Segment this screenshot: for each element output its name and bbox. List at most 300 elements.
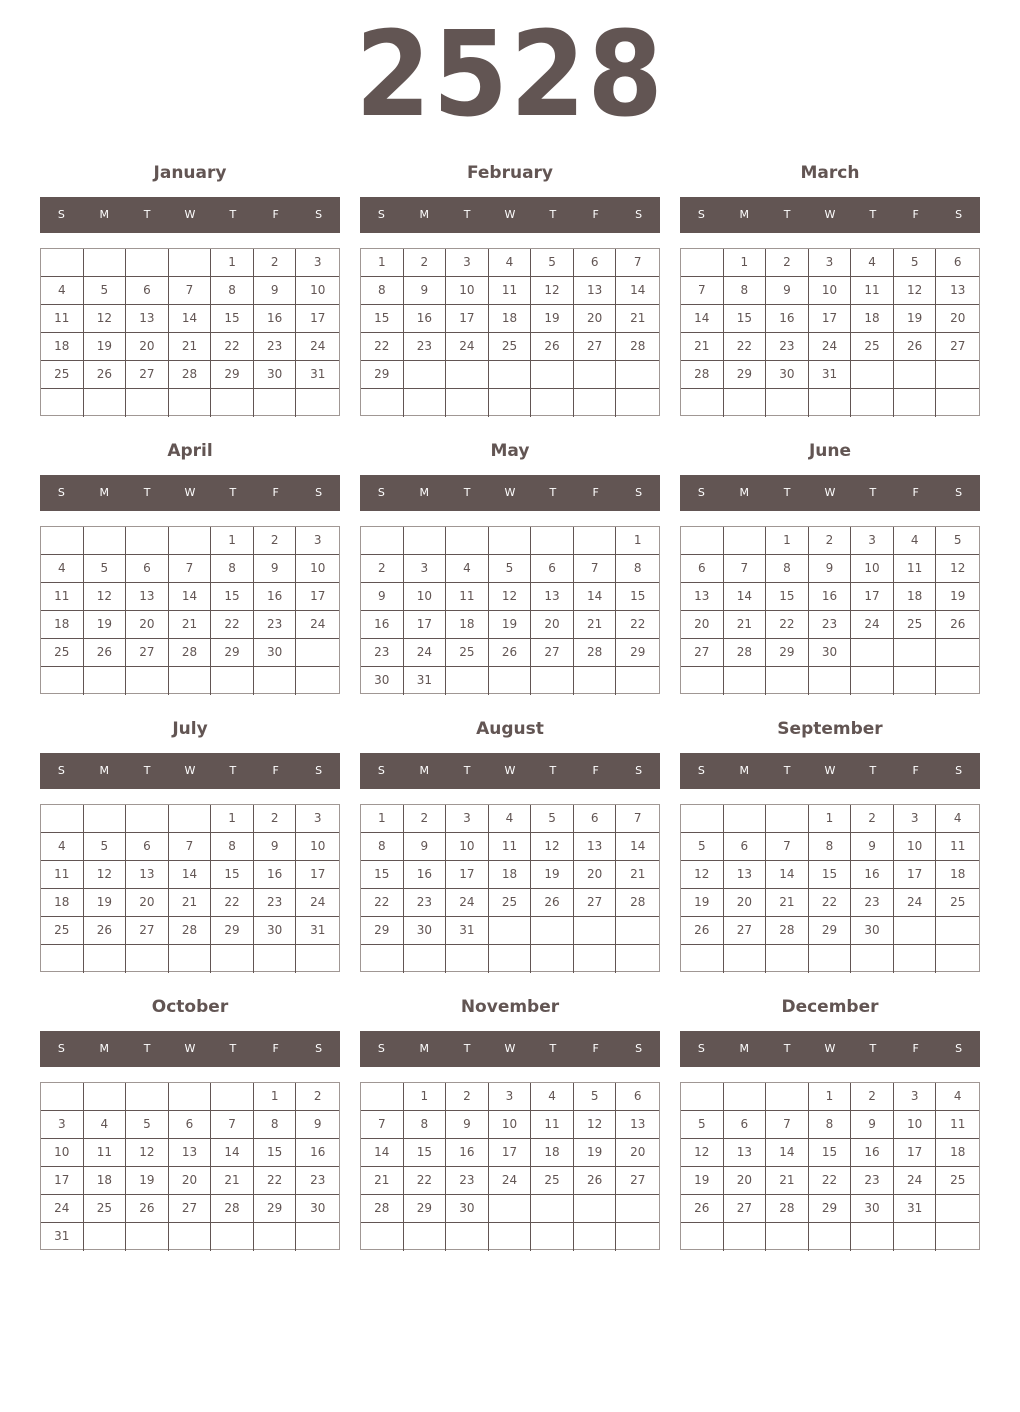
empty-cell (724, 1223, 767, 1251)
day-cell: 24 (809, 333, 852, 361)
day-cell: 13 (936, 277, 979, 305)
day-cell: 28 (211, 1195, 254, 1223)
day-cell: 10 (446, 833, 489, 861)
day-cell: 14 (616, 833, 659, 861)
empty-cell (894, 639, 937, 667)
empty-cell (851, 1223, 894, 1251)
weekday-label: T (869, 764, 877, 777)
weekday-label: S (57, 1042, 65, 1055)
day-cell: 3 (404, 555, 447, 583)
day-cell: 3 (809, 249, 852, 277)
empty-cell (126, 249, 169, 277)
day-cell: 3 (296, 249, 339, 277)
day-cell: 27 (126, 639, 169, 667)
day-cell: 30 (254, 361, 297, 389)
empty-cell (681, 667, 724, 695)
day-cell: 12 (531, 833, 574, 861)
day-cell: 24 (489, 1167, 532, 1195)
day-cell: 9 (446, 1111, 489, 1139)
empty-cell (574, 389, 617, 417)
day-cell: 7 (681, 277, 724, 305)
weekday-label: T (143, 1042, 151, 1055)
weekday-label: F (272, 208, 279, 221)
day-cell: 25 (41, 639, 84, 667)
day-cell: 29 (211, 361, 254, 389)
day-cell: 25 (41, 917, 84, 945)
empty-cell (894, 1223, 937, 1251)
weekday-label: M (739, 208, 750, 221)
day-cell: 6 (126, 833, 169, 861)
empty-cell (254, 945, 297, 973)
day-cell: 22 (616, 611, 659, 639)
day-cell: 10 (404, 583, 447, 611)
day-cell: 16 (361, 611, 404, 639)
empty-cell (84, 249, 127, 277)
empty-cell (169, 1083, 212, 1111)
empty-cell (169, 249, 212, 277)
month-title: February (466, 163, 554, 183)
weekday-label: T (463, 486, 471, 499)
day-cell: 6 (531, 555, 574, 583)
day-cell: 12 (84, 861, 127, 889)
day-cell: 17 (41, 1167, 84, 1195)
empty-cell (489, 361, 532, 389)
empty-cell (84, 1083, 127, 1111)
day-cell: 26 (84, 639, 127, 667)
empty-cell (211, 1223, 254, 1251)
day-cell: 23 (361, 639, 404, 667)
day-cell: 22 (809, 1167, 852, 1195)
day-cell: 20 (724, 1167, 767, 1195)
day-cell: 12 (489, 583, 532, 611)
empty-cell (531, 1223, 574, 1251)
empty-cell (84, 805, 127, 833)
day-cell: 18 (84, 1167, 127, 1195)
day-cell: 12 (574, 1111, 617, 1139)
weekday-header (360, 1031, 660, 1067)
day-cell: 7 (574, 555, 617, 583)
day-cell: 6 (724, 833, 767, 861)
empty-cell (766, 667, 809, 695)
day-cell: 17 (404, 611, 447, 639)
day-cell: 21 (681, 333, 724, 361)
empty-cell (894, 667, 937, 695)
empty-cell (531, 917, 574, 945)
empty-cell (936, 1195, 979, 1223)
day-cell: 31 (894, 1195, 937, 1223)
day-cell: 11 (41, 583, 84, 611)
day-cell: 8 (766, 555, 809, 583)
empty-cell (404, 527, 447, 555)
day-cell: 10 (41, 1139, 84, 1167)
day-cell: 26 (574, 1167, 617, 1195)
day-cell: 15 (766, 583, 809, 611)
empty-cell (809, 389, 852, 417)
day-cell: 18 (489, 861, 532, 889)
weekday-label: M (739, 764, 750, 777)
day-cell: 17 (446, 861, 489, 889)
empty-cell (616, 667, 659, 695)
day-cell: 6 (616, 1083, 659, 1111)
day-cell: 21 (169, 333, 212, 361)
weekday-label: W (824, 764, 836, 777)
day-cell: 31 (296, 917, 339, 945)
day-cell: 11 (41, 305, 84, 333)
weekday-label: W (824, 208, 836, 221)
weekday-label: S (955, 764, 963, 777)
day-cell: 18 (531, 1139, 574, 1167)
day-cell: 1 (404, 1083, 447, 1111)
day-cell: 15 (361, 861, 404, 889)
day-cell: 20 (616, 1139, 659, 1167)
empty-cell (489, 389, 532, 417)
day-cell: 15 (809, 861, 852, 889)
day-cell: 24 (41, 1195, 84, 1223)
day-cell: 9 (254, 277, 297, 305)
empty-cell (446, 667, 489, 695)
day-cell: 23 (254, 333, 297, 361)
weekday-label: S (57, 486, 65, 499)
day-cell: 13 (574, 277, 617, 305)
day-cell: 23 (766, 333, 809, 361)
day-cell: 17 (296, 583, 339, 611)
empty-cell (446, 945, 489, 973)
weekday-header (360, 475, 660, 511)
day-cell: 19 (84, 611, 127, 639)
day-cell: 10 (296, 555, 339, 583)
day-cell: 29 (404, 1195, 447, 1223)
weekday-label: S (955, 208, 963, 221)
empty-cell (41, 1083, 84, 1111)
month-title: November (460, 997, 560, 1017)
weekday-label: M (419, 764, 430, 777)
day-cell: 10 (446, 277, 489, 305)
empty-cell (361, 1083, 404, 1111)
empty-cell (446, 361, 489, 389)
day-cell: 26 (126, 1195, 169, 1223)
day-cell: 10 (809, 277, 852, 305)
day-cell: 11 (936, 833, 979, 861)
empty-cell (446, 1223, 489, 1251)
day-cell: 4 (936, 1083, 979, 1111)
day-cell: 25 (446, 639, 489, 667)
day-cell: 28 (766, 917, 809, 945)
weekday-label: M (99, 208, 110, 221)
day-cell: 26 (84, 361, 127, 389)
day-grid (680, 248, 980, 416)
empty-cell (809, 667, 852, 695)
day-cell: 3 (296, 527, 339, 555)
day-cell: 18 (489, 305, 532, 333)
day-cell: 22 (254, 1167, 297, 1195)
weekday-label: S (377, 486, 385, 499)
day-cell: 21 (766, 889, 809, 917)
empty-cell (574, 1223, 617, 1251)
day-cell: 11 (851, 277, 894, 305)
weekday-label: M (419, 1042, 430, 1055)
day-cell: 22 (809, 889, 852, 917)
day-cell: 28 (169, 917, 212, 945)
weekday-label: W (184, 764, 196, 777)
weekday-label: T (229, 1042, 237, 1055)
month-title: August (476, 719, 544, 739)
weekday-label: W (504, 486, 516, 499)
day-cell: 28 (616, 333, 659, 361)
day-cell: 22 (404, 1167, 447, 1195)
weekday-label: T (463, 1042, 471, 1055)
empty-cell (851, 361, 894, 389)
weekday-label: F (272, 764, 279, 777)
day-cell: 3 (296, 805, 339, 833)
day-cell: 6 (126, 555, 169, 583)
day-grid (360, 804, 660, 972)
day-cell: 13 (724, 1139, 767, 1167)
day-cell: 22 (724, 333, 767, 361)
day-cell: 2 (766, 249, 809, 277)
day-cell: 6 (126, 277, 169, 305)
day-cell: 28 (574, 639, 617, 667)
day-cell: 8 (254, 1111, 297, 1139)
day-cell: 12 (84, 583, 127, 611)
day-cell: 24 (894, 889, 937, 917)
day-cell: 2 (809, 527, 852, 555)
day-cell: 24 (446, 889, 489, 917)
day-grid (360, 1082, 660, 1250)
day-cell: 30 (851, 1195, 894, 1223)
day-cell: 25 (489, 333, 532, 361)
day-cell: 1 (766, 527, 809, 555)
day-cell: 27 (681, 639, 724, 667)
day-cell: 4 (489, 805, 532, 833)
day-cell: 9 (766, 277, 809, 305)
weekday-header (680, 753, 980, 789)
day-cell: 1 (616, 527, 659, 555)
day-cell: 19 (894, 305, 937, 333)
empty-cell (681, 389, 724, 417)
day-cell: 13 (169, 1139, 212, 1167)
day-cell: 29 (724, 361, 767, 389)
day-cell: 31 (809, 361, 852, 389)
weekday-label: W (184, 208, 196, 221)
day-cell: 15 (211, 305, 254, 333)
day-cell: 8 (809, 833, 852, 861)
day-cell: 18 (41, 333, 84, 361)
day-cell: 20 (936, 305, 979, 333)
day-cell: 26 (531, 333, 574, 361)
day-cell: 1 (254, 1083, 297, 1111)
day-cell: 5 (84, 833, 127, 861)
day-cell: 26 (489, 639, 532, 667)
weekday-header (40, 1031, 340, 1067)
empty-cell (211, 389, 254, 417)
day-cell: 9 (404, 277, 447, 305)
day-cell: 5 (84, 555, 127, 583)
day-cell: 20 (531, 611, 574, 639)
day-cell: 23 (296, 1167, 339, 1195)
empty-cell (296, 945, 339, 973)
weekday-label: S (697, 486, 705, 499)
day-cell: 3 (894, 805, 937, 833)
day-cell: 29 (766, 639, 809, 667)
day-cell: 28 (681, 361, 724, 389)
month-title: December (781, 997, 879, 1017)
day-cell: 29 (211, 917, 254, 945)
day-cell: 7 (766, 1111, 809, 1139)
empty-cell (296, 639, 339, 667)
empty-cell (681, 1223, 724, 1251)
empty-cell (361, 1223, 404, 1251)
day-cell: 4 (41, 555, 84, 583)
day-cell: 15 (809, 1139, 852, 1167)
day-cell: 7 (169, 555, 212, 583)
day-cell: 26 (84, 917, 127, 945)
weekday-header (360, 197, 660, 233)
empty-cell (894, 945, 937, 973)
day-cell: 10 (894, 1111, 937, 1139)
day-cell: 7 (211, 1111, 254, 1139)
day-cell: 22 (766, 611, 809, 639)
day-cell: 13 (616, 1111, 659, 1139)
day-cell: 13 (126, 861, 169, 889)
day-cell: 6 (574, 805, 617, 833)
weekday-label: S (377, 208, 385, 221)
day-cell: 12 (936, 555, 979, 583)
day-cell: 5 (84, 277, 127, 305)
day-cell: 16 (404, 305, 447, 333)
empty-cell (489, 917, 532, 945)
day-cell: 20 (574, 305, 617, 333)
empty-cell (446, 527, 489, 555)
day-cell: 8 (724, 277, 767, 305)
day-cell: 17 (446, 305, 489, 333)
day-cell: 9 (254, 833, 297, 861)
day-cell: 18 (41, 889, 84, 917)
day-cell: 7 (616, 249, 659, 277)
weekday-label: W (504, 764, 516, 777)
day-cell: 29 (361, 917, 404, 945)
day-cell: 4 (41, 833, 84, 861)
day-cell: 22 (361, 333, 404, 361)
day-grid (360, 248, 660, 416)
day-cell: 28 (169, 639, 212, 667)
day-cell: 13 (574, 833, 617, 861)
day-cell: 20 (574, 861, 617, 889)
month-title: January (153, 163, 227, 183)
day-cell: 13 (681, 583, 724, 611)
day-cell: 17 (851, 583, 894, 611)
day-cell: 24 (296, 889, 339, 917)
day-cell: 22 (211, 333, 254, 361)
weekday-label: S (697, 1042, 705, 1055)
weekday-label: S (377, 1042, 385, 1055)
day-cell: 13 (531, 583, 574, 611)
weekday-label: T (549, 208, 557, 221)
day-cell: 1 (211, 527, 254, 555)
day-cell: 31 (41, 1223, 84, 1251)
empty-cell (681, 249, 724, 277)
day-cell: 30 (446, 1195, 489, 1223)
weekday-label: S (315, 208, 323, 221)
empty-cell (531, 361, 574, 389)
empty-cell (936, 667, 979, 695)
day-cell: 29 (211, 639, 254, 667)
weekday-label: S (955, 1042, 963, 1055)
day-cell: 8 (211, 277, 254, 305)
day-cell: 20 (681, 611, 724, 639)
day-cell: 25 (489, 889, 532, 917)
day-cell: 21 (169, 889, 212, 917)
empty-cell (936, 945, 979, 973)
empty-cell (724, 667, 767, 695)
day-cell: 17 (809, 305, 852, 333)
day-cell: 20 (126, 889, 169, 917)
day-cell: 7 (361, 1111, 404, 1139)
day-cell: 18 (851, 305, 894, 333)
weekday-label: T (783, 486, 791, 499)
day-cell: 5 (894, 249, 937, 277)
day-cell: 31 (404, 667, 447, 695)
empty-cell (531, 667, 574, 695)
day-cell: 2 (361, 555, 404, 583)
weekday-label: S (955, 486, 963, 499)
day-cell: 9 (851, 1111, 894, 1139)
weekday-label: M (419, 486, 430, 499)
day-cell: 4 (489, 249, 532, 277)
day-cell: 24 (446, 333, 489, 361)
empty-cell (41, 527, 84, 555)
empty-cell (254, 667, 297, 695)
empty-cell (254, 389, 297, 417)
month-title: April (167, 441, 213, 461)
day-cell: 21 (169, 611, 212, 639)
weekday-label: S (635, 208, 643, 221)
weekday-label: M (99, 1042, 110, 1055)
day-cell: 8 (361, 277, 404, 305)
day-cell: 18 (936, 1139, 979, 1167)
day-cell: 28 (724, 639, 767, 667)
day-cell: 27 (574, 889, 617, 917)
day-cell: 19 (489, 611, 532, 639)
empty-cell (616, 945, 659, 973)
month-title: May (490, 441, 530, 461)
empty-cell (361, 945, 404, 973)
empty-cell (809, 1223, 852, 1251)
day-cell: 23 (254, 889, 297, 917)
weekday-label: S (697, 764, 705, 777)
weekday-label: M (739, 1042, 750, 1055)
weekday-label: F (912, 486, 919, 499)
empty-cell (126, 1223, 169, 1251)
weekday-label: T (549, 486, 557, 499)
day-cell: 5 (574, 1083, 617, 1111)
day-cell: 14 (574, 583, 617, 611)
day-cell: 4 (851, 249, 894, 277)
day-cell: 25 (936, 889, 979, 917)
day-cell: 2 (296, 1083, 339, 1111)
empty-cell (126, 527, 169, 555)
day-cell: 16 (766, 305, 809, 333)
day-cell: 19 (531, 861, 574, 889)
empty-cell (894, 917, 937, 945)
day-cell: 15 (361, 305, 404, 333)
day-cell: 27 (724, 917, 767, 945)
empty-cell (489, 1195, 532, 1223)
empty-cell (126, 945, 169, 973)
day-cell: 14 (169, 861, 212, 889)
day-cell: 1 (809, 805, 852, 833)
day-cell: 7 (169, 277, 212, 305)
weekday-label: S (635, 1042, 643, 1055)
